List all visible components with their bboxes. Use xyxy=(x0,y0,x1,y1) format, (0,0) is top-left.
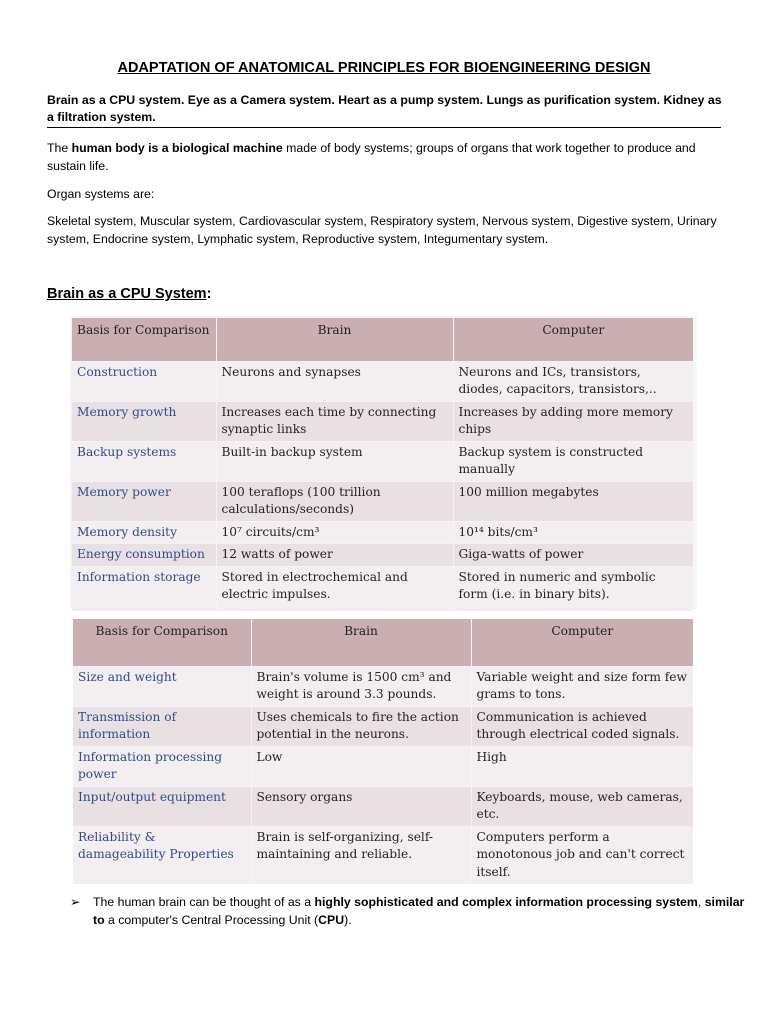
bullet-text-4: ). xyxy=(344,913,352,927)
row-brain: Built-in backup system xyxy=(216,441,453,481)
table-row xyxy=(73,666,693,706)
section-heading-text: Brain as a CPU System xyxy=(47,286,207,302)
row-brain: Brain's volume is 1500 cm³ and weight is around 3.3 pounds. xyxy=(251,666,471,706)
table-row xyxy=(73,786,693,826)
section-heading-colon: : xyxy=(206,286,212,302)
row-key: Memory growth xyxy=(72,401,216,441)
table-row xyxy=(72,521,693,544)
table-row xyxy=(73,706,693,746)
row-brain: Low xyxy=(251,746,471,786)
table1-header-row xyxy=(72,318,693,361)
row-brain: Stored in electrochemical and electric impulses. xyxy=(216,566,453,611)
table1-header-computer: Computer xyxy=(453,318,693,361)
row-computer: 100 million megabytes xyxy=(453,481,693,521)
bullet-text-2: , xyxy=(697,895,705,909)
para1-post: made of body systems; groups of organs that work together to produce and sustain life. xyxy=(47,141,696,173)
row-computer: High xyxy=(471,746,693,786)
row-brain: Uses chemicals to fire the action potential in the neurons. xyxy=(251,706,471,746)
table-row xyxy=(72,566,693,611)
row-computer: Keyboards, mouse, web cameras, etc. xyxy=(471,786,693,826)
arrow-bullet-icon: ➢ xyxy=(70,895,81,909)
bullet-cpu-analogy xyxy=(70,893,753,929)
row-key: Energy consumption xyxy=(72,544,216,567)
bullet-bold-2: similar to xyxy=(93,895,745,927)
bullet-bold-3: CPU xyxy=(318,913,345,927)
row-computer: Backup system is constructed manually xyxy=(453,441,693,481)
comparison-table-1 xyxy=(72,318,693,611)
row-computer: Variable weight and size form few grams to tons. xyxy=(471,666,693,706)
table-row xyxy=(72,361,693,401)
row-key: Backup systems xyxy=(72,441,216,481)
table-row xyxy=(72,441,693,481)
row-brain: Increases each time by connecting synaptic links xyxy=(216,401,453,441)
row-key: Reliability & damageability Properties xyxy=(73,826,251,884)
row-computer: 10¹⁴ bits/cm³ xyxy=(453,521,693,544)
table-row xyxy=(73,826,693,884)
row-brain: Sensory organs xyxy=(251,786,471,826)
row-key: Information storage xyxy=(72,566,216,611)
row-computer: Communication is achieved through electrical coded signals. xyxy=(471,706,693,746)
bullet-bold-1: highly sophisticated and complex information processing system xyxy=(314,895,698,909)
table2-header-row xyxy=(73,619,693,666)
row-key: Memory density xyxy=(72,521,216,544)
intro-summary: Brain as a CPU system. Eye as a Camera system. Heart as a pump system. Lungs as purification system. Kidney as a filtration system. xyxy=(47,93,722,124)
para1-pre: The xyxy=(47,141,72,155)
table2-header-brain: Brain xyxy=(251,619,471,666)
paragraph-human-body xyxy=(47,139,727,175)
table-row xyxy=(72,481,693,521)
section-heading xyxy=(47,286,211,302)
row-key: Transmission of information xyxy=(73,706,251,746)
table-row xyxy=(72,544,693,567)
para1-bold: human body is a biological machine xyxy=(71,141,283,155)
table2-header-computer: Computer xyxy=(471,619,693,666)
row-brain: Neurons and synapses xyxy=(216,361,453,401)
row-brain: 12 watts of power xyxy=(216,544,453,567)
paragraph-organ-systems-list: Skeletal system, Muscular system, Cardiovascular system, Respiratory system, Nervous system, Digestive system, Urinary system, Endocrine system, Lymphatic system, Reproductive system, Integumentary system. xyxy=(47,214,717,246)
table1-header-basis: Basis for Comparison xyxy=(72,318,216,361)
row-computer: Increases by adding more memory chips xyxy=(453,401,693,441)
row-brain: Brain is self-organizing, self-maintaining and reliable. xyxy=(251,826,471,884)
divider xyxy=(47,127,721,128)
table1-header-brain: Brain xyxy=(216,318,453,361)
row-brain: 100 teraflops (100 trillion calculations/seconds) xyxy=(216,481,453,521)
row-key: Memory power xyxy=(72,481,216,521)
row-key: Size and weight xyxy=(73,666,251,706)
table-row xyxy=(72,401,693,441)
table2-header-basis: Basis for Comparison xyxy=(73,619,251,666)
row-computer: Neurons and ICs, transistors, diodes, capacitors, transistors,.. xyxy=(453,361,693,401)
page-title: ADAPTATION OF ANATOMICAL PRINCIPLES FOR BIOENGINEERING DESIGN xyxy=(117,60,651,76)
row-computer: Computers perform a monotonous job and can't correct itself. xyxy=(471,826,693,884)
row-key: Input/output equipment xyxy=(73,786,251,826)
row-computer: Giga-watts of power xyxy=(453,544,693,567)
row-key: Construction xyxy=(72,361,216,401)
table-row xyxy=(73,746,693,786)
row-computer: Stored in numeric and symbolic form (i.e. in binary bits). xyxy=(453,566,693,611)
row-key: Information processing power xyxy=(73,746,251,786)
paragraph-organ-systems-label: Organ systems are: xyxy=(47,187,155,201)
row-brain: 10⁷ circuits/cm³ xyxy=(216,521,453,544)
bullet-text-3: a computer's Central Processing Unit ( xyxy=(104,913,319,927)
bullet-text-1: The human brain can be thought of as a xyxy=(93,895,315,909)
comparison-table-2 xyxy=(73,619,693,884)
